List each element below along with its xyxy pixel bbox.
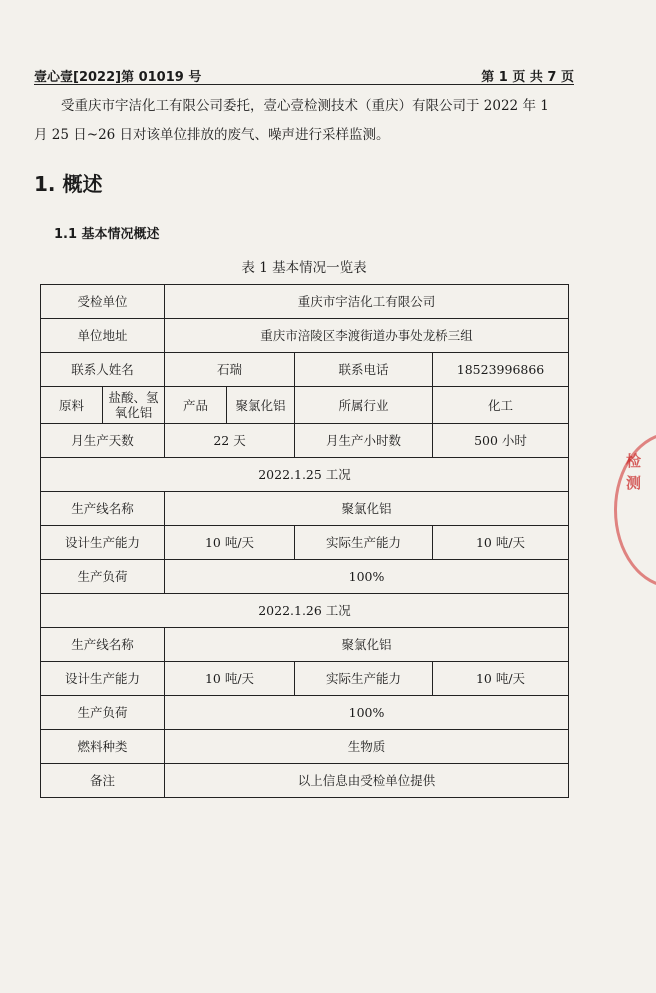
stamp-text (626, 450, 652, 494)
load-label: 生产负荷 (41, 560, 165, 594)
intro-line-1: 受重庆市宇洁化工有限公司委托，壹心壹检测技术（重庆）有限公司于 2022 年 1 (61, 98, 549, 114)
table-row (41, 628, 569, 662)
raw-value-line-1: 盐酸、氢 (108, 390, 159, 405)
industry-label: 所属行业 (295, 387, 433, 424)
table-row (41, 285, 569, 319)
address-label: 单位地址 (41, 319, 165, 353)
fuel-label: 燃料种类 (41, 730, 165, 764)
table-row (41, 696, 569, 730)
hours-label: 月生产小时数 (295, 424, 433, 458)
table-row (41, 730, 569, 764)
condition-date-2: 2022.1.26 工况 (41, 594, 569, 628)
phone-label: 联系电话 (295, 353, 433, 387)
actual-capacity-label: 实际生产能力 (295, 526, 433, 560)
table-row (41, 492, 569, 526)
phone-value: 18523996866 (433, 353, 569, 387)
header-rule (34, 84, 574, 85)
stamp-char-1: 检 (626, 452, 642, 470)
basic-info-table (40, 284, 569, 798)
table-row (41, 662, 569, 696)
product-label: 产品 (165, 387, 227, 424)
table-row (41, 319, 569, 353)
intro-paragraph (34, 92, 574, 150)
raw-label: 原料 (41, 387, 103, 424)
table-row (41, 764, 569, 798)
unit-value: 重庆市宇洁化工有限公司 (165, 285, 569, 319)
raw-value-line-2: 氧化铝 (114, 405, 153, 420)
load-label: 生产负荷 (41, 696, 165, 730)
load-value: 100% (165, 696, 569, 730)
intro-line-2: 月 25 日~26 日对该单位排放的废气、噪声进行采样监测。 (34, 127, 390, 143)
table-row (41, 424, 569, 458)
address-value: 重庆市涪陵区李渡街道办事处龙桥三组 (165, 319, 569, 353)
days-value: 22 天 (165, 424, 295, 458)
subsection-heading: 1.1 基本情况概述 (54, 227, 160, 242)
condition-date-1: 2022.1.25 工况 (41, 458, 569, 492)
remark-label: 备注 (41, 764, 165, 798)
line-name-value: 聚氯化铝 (165, 492, 569, 526)
actual-capacity-label: 实际生产能力 (295, 662, 433, 696)
line-name-value: 聚氯化铝 (165, 628, 569, 662)
design-capacity-value: 10 吨/天 (165, 526, 295, 560)
raw-value (103, 387, 165, 424)
table-row (41, 526, 569, 560)
remark-value: 以上信息由受检单位提供 (165, 764, 569, 798)
contact-value: 石瑞 (165, 353, 295, 387)
load-value: 100% (165, 560, 569, 594)
table-row (41, 560, 569, 594)
hours-value: 500 小时 (433, 424, 569, 458)
line-name-label: 生产线名称 (41, 492, 165, 526)
table-row (41, 353, 569, 387)
fuel-value: 生物质 (165, 730, 569, 764)
contact-label: 联系人姓名 (41, 353, 165, 387)
actual-capacity-value: 10 吨/天 (433, 526, 569, 560)
industry-value: 化工 (433, 387, 569, 424)
design-capacity-label: 设计生产能力 (41, 526, 165, 560)
design-capacity-label: 设计生产能力 (41, 662, 165, 696)
page-number: 第 1 页 共 7 页 (481, 70, 574, 85)
design-capacity-value: 10 吨/天 (165, 662, 295, 696)
section-heading: 1. 概述 (34, 172, 103, 196)
table-row (41, 387, 569, 424)
unit-label: 受检单位 (41, 285, 165, 319)
table-row (41, 594, 569, 628)
line-name-label: 生产线名称 (41, 628, 165, 662)
stamp-char-2: 测 (626, 474, 642, 492)
product-value: 聚氯化铝 (227, 387, 295, 424)
days-label: 月生产天数 (41, 424, 165, 458)
page-header (34, 64, 574, 84)
report-number: 壹心壹[2022]第 01019 号 (34, 70, 202, 85)
table-caption: 表 1 基本情况一览表 (241, 260, 367, 276)
table-row (41, 458, 569, 492)
actual-capacity-value: 10 吨/天 (433, 662, 569, 696)
